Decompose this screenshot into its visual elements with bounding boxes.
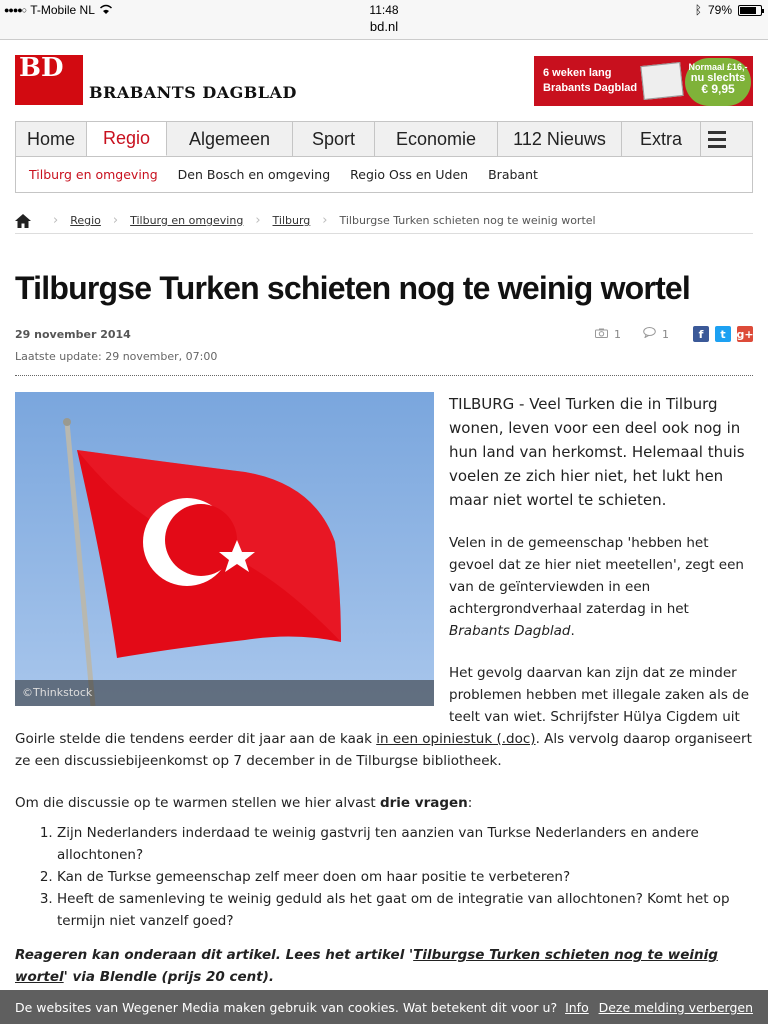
blendle-note: Reageren kan onderaan dit artikel. Lees het artikel 'Tilburgse Turken schieten nog te weinig wortel' via Blendle (prijs 20 cent). bbox=[15, 947, 718, 985]
main-nav bbox=[15, 121, 753, 157]
home-icon[interactable] bbox=[15, 214, 31, 228]
ad-label: nu slechts bbox=[690, 72, 746, 84]
article-title: Tilburgse Turken schieten nog te weinig wortel bbox=[15, 270, 691, 306]
breadcrumb-tilburg-omgeving[interactable]: Tilburg en omgeving bbox=[130, 214, 244, 227]
blendle-link[interactable]: Tilburgse Turken schieten nog te weinig wortel bbox=[15, 947, 718, 985]
cookie-hide-button[interactable]: Deze melding verbergen bbox=[598, 999, 753, 1015]
comment-count: 1 bbox=[662, 327, 669, 341]
tab-sport[interactable]: Sport bbox=[293, 122, 375, 156]
bd-logo[interactable] bbox=[15, 55, 83, 105]
site-header bbox=[15, 55, 753, 105]
twitter-icon[interactable]: t bbox=[715, 326, 731, 342]
breadcrumb-regio[interactable]: Regio bbox=[70, 214, 101, 227]
opinion-link[interactable]: in een opiniestuk (.doc) bbox=[376, 731, 536, 747]
updated-label: Laatste update: bbox=[15, 350, 102, 363]
battery-percent: 79% bbox=[707, 3, 732, 17]
question-item: 3. Heeft de samenleving te weinig geduld als het gaat om de integratie van allochtonen? Komt het op termijn niet vanzelf goed? bbox=[57, 888, 753, 932]
paragraph-2: Het gevolg daarvan kan zijn dat ze minder problemen hebben met illegale zaken als de teelt van wiet. Schrijfster Hülya Cigdem uit Goirle stelde die tendens eerder dit jaar aan de kaak in een opiniestuk (.doc). Als vervolg daarop organiseert ze een discussiebijeenkomst op 7 december in de Tilburgse bibliotheek. bbox=[15, 665, 752, 769]
subnav-tilburg[interactable]: Tilburg en omgeving bbox=[29, 166, 158, 182]
bluetooth-icon: ᛒ bbox=[694, 3, 702, 17]
google-plus-icon[interactable]: g+ bbox=[736, 327, 754, 341]
price-badge bbox=[685, 58, 751, 106]
cookie-info-link[interactable]: Info bbox=[565, 999, 589, 1015]
ad-line-2: Brabants Dagblad bbox=[543, 82, 638, 94]
address-bar[interactable]: bd.nl bbox=[369, 19, 399, 34]
chevron-right-icon: › bbox=[322, 213, 328, 228]
breadcrumb bbox=[15, 208, 753, 234]
ios-status-bar bbox=[0, 0, 768, 40]
question-item: 1. Zijn Nederlanders inderdaad te weinig gastvrij ten aanzien van Turkse Nederlanders en andere allochtonen? bbox=[57, 822, 753, 866]
carrier-label: T-Mobile NL bbox=[30, 3, 95, 17]
hamburger-menu-icon[interactable] bbox=[701, 122, 733, 156]
subnav-den-bosch[interactable]: Den Bosch en omgeving bbox=[177, 166, 331, 182]
camera-icon[interactable] bbox=[595, 328, 608, 341]
chevron-right-icon: › bbox=[112, 213, 119, 228]
chevron-right-icon: › bbox=[53, 213, 59, 228]
photo-credit: ©Thinkstock bbox=[15, 680, 434, 706]
newspaper-icon bbox=[640, 62, 683, 100]
ad-normal-price: Normaal £16,- bbox=[688, 62, 748, 72]
article-date: 29 november 2014 bbox=[15, 328, 131, 341]
subnav-oss-uden[interactable]: Regio Oss en Uden bbox=[350, 166, 469, 182]
tab-112-nieuws[interactable]: 112 Nieuws bbox=[498, 122, 622, 156]
breadcrumb-tilburg[interactable]: Tilburg bbox=[272, 214, 311, 227]
article-body bbox=[15, 392, 753, 1008]
tab-regio[interactable]: Regio bbox=[87, 122, 167, 156]
logo-mark: BD bbox=[19, 53, 64, 83]
paper-name: Brabants Dagblad bbox=[449, 623, 571, 639]
updated-value: 29 november, 07:00 bbox=[105, 350, 218, 363]
paragraph-3: Om die discussie op te warmen stellen we hier alvast drie vragen: bbox=[15, 795, 473, 811]
breadcrumb-current: Tilburgse Turken schieten nog te weinig wortel bbox=[339, 214, 596, 227]
comment-icon[interactable] bbox=[643, 327, 656, 341]
sub-nav bbox=[15, 156, 753, 193]
article-meta bbox=[15, 326, 753, 376]
photo-count: 1 bbox=[614, 327, 621, 341]
cookie-text: De websites van Wegener Media maken gebruik van cookies. Wat betekent dit voor u? bbox=[15, 999, 558, 1015]
signal-icon: ●●●●○ bbox=[4, 5, 27, 15]
subscription-ad[interactable] bbox=[534, 56, 753, 106]
questions-list bbox=[57, 822, 753, 932]
site-name[interactable]: BRABANTS DAGBLAD bbox=[89, 83, 297, 102]
paragraph-1: Velen in de gemeenschap 'hebben het gevoel dat ze hier niet meetellen', zegt een van de geïnterviewden in een achtergrondverhaal zaterdag in het Brabants Dagblad. bbox=[449, 535, 744, 639]
tab-home[interactable]: Home bbox=[16, 122, 87, 156]
tab-economie[interactable]: Economie bbox=[375, 122, 498, 156]
facebook-icon[interactable]: f bbox=[693, 326, 709, 342]
tab-algemeen[interactable]: Algemeen bbox=[167, 122, 293, 156]
three-questions: drie vragen bbox=[379, 795, 468, 811]
battery-icon bbox=[738, 5, 762, 16]
ad-line-1: 6 weken lang bbox=[543, 67, 612, 79]
subnav-brabant[interactable]: Brabant bbox=[488, 166, 538, 182]
article-lead: TILBURG - Veel Turken die in Tilburg wonen, leven voor een deel ook nog in hun land van herkomst. Helemaal thuis voelen ze zich hier niet, het lukt hen maar niet wortel te schieten. bbox=[449, 395, 745, 509]
tab-extra[interactable]: Extra bbox=[622, 122, 701, 156]
cookie-banner bbox=[0, 990, 768, 1024]
chevron-right-icon: › bbox=[255, 213, 261, 228]
ad-price: € 9,95 bbox=[701, 82, 735, 96]
question-item: 2. Kan de Turkse gemeenschap zelf meer doen om haar positie te verbeteren? bbox=[57, 866, 753, 888]
clock: 11:48 bbox=[369, 3, 399, 17]
